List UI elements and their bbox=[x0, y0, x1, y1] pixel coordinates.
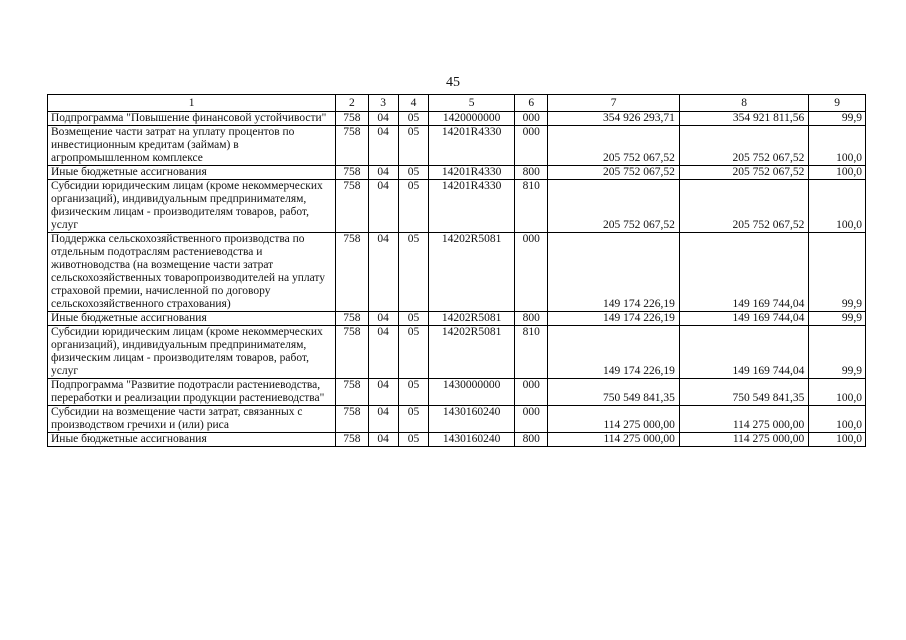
column-header: 5 bbox=[429, 95, 515, 112]
row-code-3: 04 bbox=[368, 326, 398, 379]
row-code-4: 05 bbox=[398, 433, 428, 447]
row-code-6: 810 bbox=[515, 180, 548, 233]
column-header: 8 bbox=[679, 95, 808, 112]
row-code-5: 14201R4330 bbox=[429, 166, 515, 180]
row-percent: 99,9 bbox=[809, 326, 866, 379]
row-description: Подпрограмма "Повышение финансовой устойчивости" bbox=[48, 112, 336, 126]
row-code-2: 758 bbox=[336, 326, 368, 379]
row-code-2: 758 bbox=[336, 126, 368, 166]
row-percent: 99,9 bbox=[809, 312, 866, 326]
row-code-4: 05 bbox=[398, 379, 428, 406]
row-amount-executed: 149 169 744,04 bbox=[679, 233, 808, 312]
column-header: 4 bbox=[398, 95, 428, 112]
row-amount-planned: 149 174 226,19 bbox=[548, 326, 679, 379]
table-row bbox=[48, 379, 866, 406]
row-code-3: 04 bbox=[368, 166, 398, 180]
row-amount-planned: 149 174 226,19 bbox=[548, 312, 679, 326]
column-header: 2 bbox=[336, 95, 368, 112]
row-code-2: 758 bbox=[336, 166, 368, 180]
column-header: 9 bbox=[809, 95, 866, 112]
row-code-3: 04 bbox=[368, 379, 398, 406]
row-code-3: 04 bbox=[368, 126, 398, 166]
row-description: Иные бюджетные ассигнования bbox=[48, 433, 336, 447]
table-row bbox=[48, 180, 866, 233]
row-code-3: 04 bbox=[368, 112, 398, 126]
row-amount-planned: 205 752 067,52 bbox=[548, 166, 679, 180]
row-percent: 100,0 bbox=[809, 126, 866, 166]
row-amount-planned: 750 549 841,35 bbox=[548, 379, 679, 406]
column-header: 1 bbox=[48, 95, 336, 112]
row-amount-planned: 354 926 293,71 bbox=[548, 112, 679, 126]
row-percent: 100,0 bbox=[809, 166, 866, 180]
row-code-5: 1430160240 bbox=[429, 433, 515, 447]
row-code-2: 758 bbox=[336, 312, 368, 326]
row-description: Субсидии юридическим лицам (кроме некоммерческих организаций), индивидуальным предпринимателям, физическим лицам - производителям товаров, работ, услуг bbox=[48, 180, 336, 233]
row-code-3: 04 bbox=[368, 406, 398, 433]
row-code-4: 05 bbox=[398, 406, 428, 433]
row-code-4: 05 bbox=[398, 326, 428, 379]
row-percent: 100,0 bbox=[809, 180, 866, 233]
row-code-4: 05 bbox=[398, 233, 428, 312]
row-code-4: 05 bbox=[398, 166, 428, 180]
row-amount-executed: 114 275 000,00 bbox=[679, 406, 808, 433]
row-description: Подпрограмма "Развитие подотрасли растениеводства, переработки и реализации продукции растениеводства" bbox=[48, 379, 336, 406]
row-description: Иные бюджетные ассигнования bbox=[48, 166, 336, 180]
budget-table bbox=[47, 94, 866, 447]
row-description: Субсидии на возмещение части затрат, связанных с производством гречихи и (или) риса bbox=[48, 406, 336, 433]
row-code-2: 758 bbox=[336, 433, 368, 447]
row-code-3: 04 bbox=[368, 180, 398, 233]
row-amount-planned: 114 275 000,00 bbox=[548, 406, 679, 433]
row-code-5: 14201R4330 bbox=[429, 126, 515, 166]
row-amount-planned: 149 174 226,19 bbox=[548, 233, 679, 312]
row-amount-executed: 205 752 067,52 bbox=[679, 126, 808, 166]
column-header: 3 bbox=[368, 95, 398, 112]
row-code-5: 14202R5081 bbox=[429, 233, 515, 312]
column-header: 6 bbox=[515, 95, 548, 112]
row-code-5: 14202R5081 bbox=[429, 326, 515, 379]
row-code-4: 05 bbox=[398, 180, 428, 233]
row-code-5: 14201R4330 bbox=[429, 180, 515, 233]
row-description: Иные бюджетные ассигнования bbox=[48, 312, 336, 326]
row-code-4: 05 bbox=[398, 312, 428, 326]
row-amount-executed: 149 169 744,04 bbox=[679, 326, 808, 379]
table-row bbox=[48, 112, 866, 126]
row-code-6: 800 bbox=[515, 312, 548, 326]
row-code-6: 000 bbox=[515, 379, 548, 406]
page-number: 45 bbox=[446, 75, 460, 90]
row-percent: 100,0 bbox=[809, 406, 866, 433]
row-percent: 99,9 bbox=[809, 112, 866, 126]
row-code-4: 05 bbox=[398, 112, 428, 126]
row-code-3: 04 bbox=[368, 233, 398, 312]
row-amount-planned: 205 752 067,52 bbox=[548, 126, 679, 166]
row-code-6: 800 bbox=[515, 433, 548, 447]
table-row bbox=[48, 433, 866, 447]
row-code-4: 05 bbox=[398, 126, 428, 166]
row-code-2: 758 bbox=[336, 406, 368, 433]
row-amount-executed: 149 169 744,04 bbox=[679, 312, 808, 326]
row-amount-executed: 750 549 841,35 bbox=[679, 379, 808, 406]
row-code-6: 000 bbox=[515, 126, 548, 166]
header-row bbox=[48, 95, 866, 112]
row-code-6: 810 bbox=[515, 326, 548, 379]
table-row bbox=[48, 326, 866, 379]
row-description: Поддержка сельскохозяйственного производства по отдельным подотраслям растениеводства и животноводства (на возмещение части затрат сельскохозяйственных товаропроизводителей на уплату страховой премии, начисленной по договору сельскохозяйственного страхования) bbox=[48, 233, 336, 312]
row-description: Субсидии юридическим лицам (кроме некоммерческих организаций), индивидуальным предпринимателям, физическим лицам - производителям товаров, работ, услуг bbox=[48, 326, 336, 379]
row-code-5: 14202R5081 bbox=[429, 312, 515, 326]
row-amount-planned: 205 752 067,52 bbox=[548, 180, 679, 233]
row-code-3: 04 bbox=[368, 312, 398, 326]
row-amount-executed: 205 752 067,52 bbox=[679, 180, 808, 233]
row-percent: 99,9 bbox=[809, 233, 866, 312]
row-code-3: 04 bbox=[368, 433, 398, 447]
row-code-5: 1420000000 bbox=[429, 112, 515, 126]
table-row bbox=[48, 406, 866, 433]
row-amount-executed: 205 752 067,52 bbox=[679, 166, 808, 180]
row-amount-executed: 354 921 811,56 bbox=[679, 112, 808, 126]
row-code-2: 758 bbox=[336, 112, 368, 126]
row-code-2: 758 bbox=[336, 233, 368, 312]
row-percent: 100,0 bbox=[809, 379, 866, 406]
row-code-2: 758 bbox=[336, 379, 368, 406]
table-row bbox=[48, 126, 866, 166]
table-row bbox=[48, 233, 866, 312]
table-row bbox=[48, 312, 866, 326]
column-header: 7 bbox=[548, 95, 679, 112]
row-code-2: 758 bbox=[336, 180, 368, 233]
row-code-6: 800 bbox=[515, 166, 548, 180]
row-code-6: 000 bbox=[515, 406, 548, 433]
table-row bbox=[48, 166, 866, 180]
row-code-6: 000 bbox=[515, 233, 548, 312]
row-percent: 100,0 bbox=[809, 433, 866, 447]
row-amount-planned: 114 275 000,00 bbox=[548, 433, 679, 447]
row-code-5: 1430160240 bbox=[429, 406, 515, 433]
row-code-5: 1430000000 bbox=[429, 379, 515, 406]
row-description: Возмещение части затрат на уплату процентов по инвестиционным кредитам (займам) в агропромышленном комплексе bbox=[48, 126, 336, 166]
row-code-6: 000 bbox=[515, 112, 548, 126]
row-amount-executed: 114 275 000,00 bbox=[679, 433, 808, 447]
